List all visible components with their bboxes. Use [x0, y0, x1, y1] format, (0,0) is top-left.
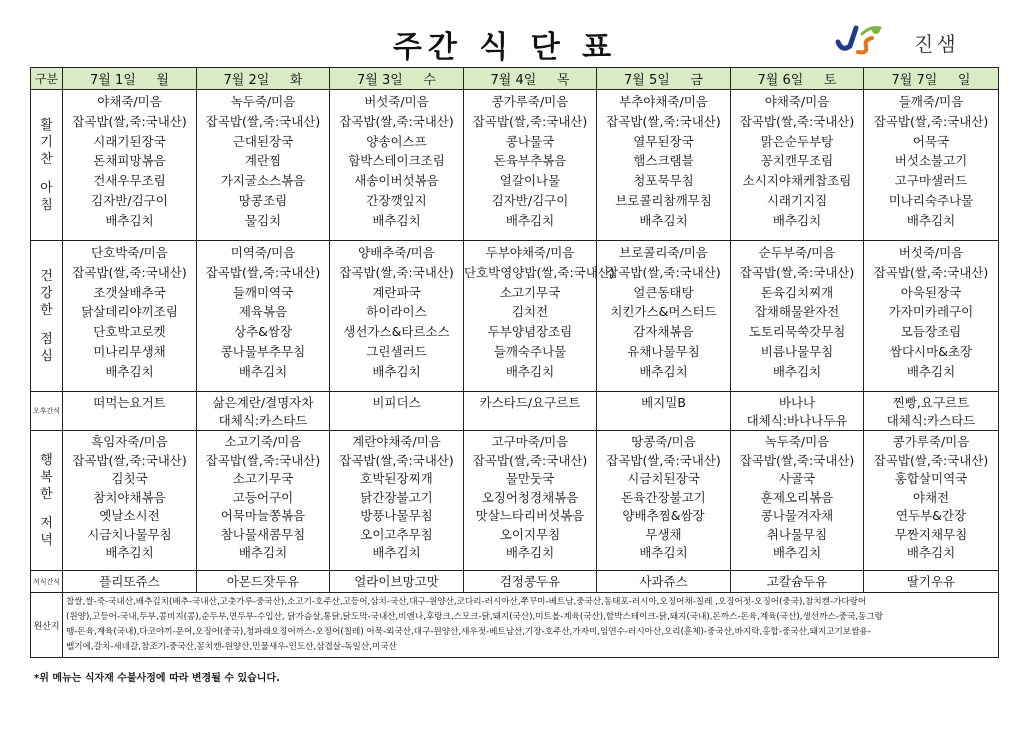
menu-item: 고칼슘두유 — [766, 574, 828, 589]
menu-item: 함박스테이크조림 — [348, 153, 445, 169]
menu-item: 계란야채죽/미음 — [352, 434, 441, 449]
afternoon-snack-row — [31, 392, 999, 431]
menu-item: 잡곡밥(쌀,죽:국내산) — [72, 113, 187, 129]
menu-item: 베지밀B — [641, 395, 686, 410]
menu-item: 시래기된장국 — [93, 133, 166, 149]
menu-item: 도토리묵쑥갓무침 — [748, 324, 846, 340]
menu-item: 김치전 — [511, 304, 549, 320]
menu-item: 들깨미역국 — [232, 284, 294, 300]
menu-cell — [63, 90, 197, 241]
menu-item: 잡곡밥(쌀,죽:국내산) — [205, 264, 321, 280]
menu-item: 닭간장불고기 — [360, 489, 433, 505]
menu-item: 잡곡밥(쌀,죽:국내산) — [339, 113, 454, 129]
menu-item: 비피더스 — [372, 395, 421, 410]
menu-item: 녹두죽/미음 — [764, 434, 830, 449]
menu-item: 소고기무국 — [232, 471, 294, 486]
snack-cell — [197, 392, 330, 431]
menu-item: 조갯살배추국 — [93, 284, 166, 300]
menu-item: 고구마샐러드 — [894, 173, 968, 189]
menu-item: 잡곡밥(쌀,죽:국내산) — [472, 452, 588, 468]
menu-item: 어묵마늘쫑볶음 — [220, 508, 306, 523]
menu-item: 대체식:카스타드 — [886, 413, 976, 428]
menu-item: 시금치된장국 — [627, 471, 700, 486]
menu-item: 검정콩두유 — [499, 574, 561, 589]
menu-item: 쌈다시마&초장 — [889, 343, 973, 359]
menu-item: 배추김치 — [906, 212, 956, 228]
menu-cell — [731, 431, 864, 571]
menu-item: 배추김치 — [238, 545, 288, 560]
menu-item: 순두부죽/미음 — [758, 245, 836, 260]
menu-cell — [597, 431, 731, 571]
snack-cell — [731, 392, 864, 431]
menu-item: 찐빵,요구르트 — [892, 395, 970, 410]
menu-item: 맛살느타리버섯볶음 — [475, 508, 585, 523]
menu-item: 모듬장조림 — [900, 324, 962, 340]
day-header: 7월 4일 목 — [464, 68, 597, 90]
menu-item: 아욱된장국 — [900, 284, 962, 300]
menu-cell — [464, 431, 597, 571]
menu-item: 소고기무국 — [499, 284, 561, 300]
menu-item: 배추김치 — [772, 545, 822, 560]
menu-item: 두부양념장조림 — [487, 324, 573, 340]
menu-item: 얼라이브망고맛 — [354, 574, 439, 589]
menu-item: 취나물무침 — [766, 526, 828, 542]
menu-item: 배추김치 — [105, 363, 154, 379]
menu-item: 치킨가스&머스터드 — [610, 304, 717, 320]
day-header: 7월 3일 수 — [330, 68, 464, 90]
menu-item: 무짠지채무침 — [894, 526, 968, 542]
menu-item: 대체식:바나나두유 — [746, 413, 848, 428]
menu-item: 흑임자죽/미음 — [91, 434, 168, 449]
menu-cell — [464, 241, 615, 392]
menu-item: 잡곡밥(쌀,죽:국내산) — [606, 113, 721, 129]
menu-item: 옛날소시전 — [99, 508, 160, 523]
menu-item: 브로콜리참깨무침 — [615, 192, 712, 208]
menu-item: 고구마죽/미음 — [491, 434, 569, 449]
breakfast-row — [31, 90, 999, 241]
menu-item: 바나나 — [778, 395, 816, 410]
menu-item: 야채죽/미음 — [97, 94, 162, 109]
menu-item: 배추김치 — [639, 363, 688, 379]
menu-item: 참나물새콤무침 — [220, 526, 306, 542]
day-header: 7월 6일 토 — [731, 68, 864, 90]
menu-item: 딸기우유 — [906, 574, 956, 589]
menu-cell — [330, 90, 464, 241]
menu-item: 돈육김치찌개 — [760, 284, 834, 300]
menu-item: 플리또쥬스 — [99, 574, 160, 589]
menu-cell — [597, 90, 731, 241]
menu-item: 두부야채죽/미음 — [485, 245, 575, 260]
menu-item: 홍합살미역국 — [894, 471, 968, 486]
corner-label: 구분 — [31, 68, 63, 90]
menu-item: 배추김치 — [639, 545, 688, 560]
menu-cell — [330, 241, 464, 392]
menu-item: 배추김치 — [505, 212, 555, 228]
menu-item: 햄스크램블 — [633, 153, 694, 169]
menu-item: 잡곡밥(쌀,죽:국내산) — [739, 264, 855, 280]
menu-item: 연두부&간장 — [895, 508, 967, 523]
menu-item: 땅콩죽/미음 — [631, 434, 696, 449]
menu-item: 잡곡밥(쌀,죽:국내산) — [72, 452, 187, 468]
menu-item: 김칫국 — [111, 471, 148, 486]
menu-item: 잡채해물완자전 — [754, 304, 840, 320]
menu-item: 고등어구이 — [232, 489, 294, 505]
menu-cell — [864, 90, 999, 241]
menu-item: 버섯죽/미음 — [364, 94, 429, 109]
breakfast-label: 활 기 찬 아 침 — [31, 90, 63, 241]
menu-item: 미나리무생채 — [93, 343, 166, 359]
menu-item: 대체식:카스타드 — [218, 413, 308, 428]
snack-cell — [330, 571, 464, 593]
menu-item: 배추김치 — [505, 545, 555, 560]
menu-item: 꽁치캔무조림 — [760, 153, 834, 169]
menu-cell — [464, 90, 597, 241]
origin-line: 벨기에,갈치-세네갈,참조기-중국산,꽁치캔-원양산,민물새우-인도산,삼겹살-독일산,미국산 — [66, 642, 397, 652]
menu-item: 훈제오리볶음 — [760, 489, 834, 505]
afternoon-snack-label: 오후간식 — [31, 392, 63, 431]
menu-item: 배추김치 — [105, 545, 154, 560]
origin-line: 찹쌀,쌀-죽-국내산,배추김치(배추-국내산,고춧가루-중국산),소고기-호주산,고등어,삼치-국산,대구-원양산,코다리-러시아산,쭈꾸미-베트남,중국산,동태포-러시아,오징어채-칠레 ,오징어젓-오징어(중국),참치캔-가다랑어 — [66, 597, 867, 607]
snack-cell — [464, 392, 597, 431]
snack-cell — [197, 571, 330, 593]
menu-item: 김자반/김구이 — [91, 192, 168, 208]
menu-cell — [330, 431, 464, 571]
snack-cell — [63, 571, 197, 593]
menu-item: 양배추죽/미음 — [358, 245, 435, 260]
menu-item: 배추김치 — [372, 363, 421, 379]
menu-item: 김자반/김구이 — [491, 192, 569, 208]
menu-item: 소고기죽/미음 — [224, 434, 302, 449]
menu-item: 잡곡밥(쌀,죽:국내산) — [739, 113, 855, 129]
menu-item: 간장깻잎지 — [366, 192, 427, 208]
night-snack-row — [31, 571, 999, 593]
day-header: 7월 2일 화 — [197, 68, 330, 90]
weekly-menu-table — [30, 67, 999, 658]
menu-item: 하이라이스 — [366, 304, 427, 320]
menu-item: 닭살데리야끼조림 — [81, 304, 178, 320]
menu-item: 배추김치 — [505, 363, 555, 379]
menu-cell — [63, 431, 197, 571]
menu-item: 잡곡밥(쌀,죽:국내산) — [339, 264, 454, 280]
menu-cell — [731, 90, 864, 241]
menu-item: 배추김치 — [372, 212, 421, 228]
origin-row — [31, 593, 999, 658]
menu-item: 오징어청경채볶음 — [481, 489, 579, 505]
menu-item: 녹두죽/미음 — [230, 94, 296, 109]
menu-item: 돈채피망볶음 — [93, 153, 166, 169]
menu-item: 미역죽/미음 — [230, 245, 296, 260]
menu-item: 배추김치 — [772, 212, 822, 228]
menu-item: 건새우무조림 — [93, 173, 166, 189]
menu-cell — [597, 241, 731, 392]
menu-item: 잡곡밥(쌀,죽:국내산) — [72, 264, 187, 280]
menu-item: 콩나물부추무침 — [220, 343, 306, 359]
menu-item: 콩나물겨자채 — [760, 508, 834, 523]
lunch-label: 건 강 한 점 심 — [31, 241, 63, 392]
menu-item: 콩가루죽/미음 — [892, 434, 970, 449]
menu-item: 배추김치 — [906, 363, 956, 379]
menu-item: 감자채볶음 — [633, 324, 694, 340]
menu-item: 얼큰동태탕 — [633, 284, 694, 300]
origin-label: 원산지 — [31, 593, 63, 658]
snack-cell — [597, 571, 731, 593]
menu-item: 시금치나물무침 — [87, 526, 172, 542]
snack-cell — [330, 392, 464, 431]
menu-item: 맑은순두부탕 — [760, 133, 834, 149]
menu-item: 배추김치 — [906, 545, 956, 560]
origin-line: (원양),고등어-국내,두부,콩비지(콩),순두부,연두부-수입산, 닭가슴살,통닭,닭도막-국내산,비엔나,후랑크,스모크-닭,돼지(국산),미트볼-계육(국산),함박스테이크-닭,돼지(국내),돈까스-돈육,계육(국산),생선까스-중국,동그랑 — [66, 612, 884, 622]
menu-item: 상추&쌈장 — [233, 324, 293, 340]
menu-item: 단호박고로켓 — [93, 324, 166, 340]
day-header: 7월 5일 금 — [597, 68, 731, 90]
menu-item: 배추김치 — [238, 363, 288, 379]
menu-cell — [864, 241, 999, 392]
menu-item: 사골국 — [778, 471, 816, 486]
menu-item: 시래기지짐 — [766, 192, 828, 208]
day-header: 7월 7일 일 — [864, 68, 999, 90]
js-logo-icon — [828, 22, 890, 56]
menu-item: 사과쥬스 — [639, 574, 688, 589]
menu-cell — [731, 241, 864, 392]
menu-item: 잡곡밥(쌀,죽:국내산) — [205, 113, 321, 129]
menu-item: 양송이스프 — [366, 133, 427, 149]
snack-cell — [464, 571, 597, 593]
menu-item: 계란파국 — [372, 284, 421, 300]
menu-item: 참치야채볶음 — [93, 489, 166, 505]
menu-item: 브로콜리죽/미음 — [619, 245, 708, 260]
menu-item: 생선가스&타르소스 — [343, 324, 450, 340]
snack-cell — [597, 392, 731, 431]
menu-item: 청포묵무침 — [633, 173, 694, 189]
menu-item: 잡곡밥(쌀,죽:국내산) — [205, 452, 321, 468]
menu-cell — [197, 431, 330, 571]
header-row — [31, 68, 999, 90]
menu-item: 돈육간장불고기 — [621, 489, 706, 505]
menu-item: 콩나물국 — [505, 133, 555, 149]
brand-logo — [828, 22, 988, 56]
snack-cell — [864, 392, 999, 431]
menu-item: 열무된장국 — [633, 133, 694, 149]
menu-item: 가지굴소스볶음 — [220, 173, 306, 189]
menu-item: 제육볶음 — [238, 304, 288, 320]
menu-item: 호박된장찌개 — [360, 471, 433, 486]
menu-cell — [864, 431, 999, 571]
menu-item: 어묵국 — [912, 133, 950, 149]
menu-item: 얼갈이나물 — [499, 173, 561, 189]
menu-item: 방풍나물무침 — [360, 508, 433, 523]
menu-item: 그린샐러드 — [366, 343, 427, 359]
day-header: 7월 1일 월 — [63, 68, 197, 90]
menu-item: 비름나물무침 — [760, 343, 834, 359]
origin-line: 땡-돈육,계육(국내),다코야끼-문어,오징어(중국),청파래오징어까스-오징어(칠레) 어묵-외국산,대구-원양산,새우젓-베트남산,기장-호주산,가자미,임연수-러시아산,오리(훈제)-중국산,바지락,홍합-중국산,돼지고기보쌈용- — [66, 627, 871, 637]
menu-item: 땅콩조림 — [238, 192, 288, 208]
menu-item: 양배추찜&쌈장 — [622, 508, 705, 523]
menu-item: 부추야채죽/미음 — [619, 94, 708, 109]
menu-item: 배추김치 — [105, 212, 154, 228]
menu-item: 삶은계란/결명자차 — [212, 395, 314, 410]
menu-item: 단호박죽/미음 — [91, 245, 168, 260]
menu-item: 잡곡밥(쌀,죽:국내산) — [873, 113, 989, 129]
lunch-row — [31, 241, 999, 392]
menu-item: 잡곡밥(쌀,죽:국내산) — [472, 113, 588, 129]
snack-cell — [63, 392, 197, 431]
menu-item: 들깨죽/미음 — [898, 94, 964, 109]
menu-item: 잡곡밥(쌀,죽:국내산) — [873, 264, 989, 280]
menu-item: 아몬드잣두유 — [226, 574, 300, 589]
menu-item: 버섯죽/미음 — [898, 245, 964, 260]
menu-item: 가자미카레구이 — [888, 304, 974, 320]
menu-item: 오이지무침 — [499, 526, 561, 542]
menu-item: 카스타드/요구르트 — [479, 395, 581, 410]
page-title: 주간 식 단 표 — [392, 30, 618, 65]
brand-name: 진샘 — [914, 32, 959, 56]
snack-cell — [731, 571, 864, 593]
menu-item: 근대된장국 — [232, 133, 294, 149]
menu-item: 무생채 — [645, 526, 682, 542]
dinner-label: 행 복 한 저 녁 — [31, 431, 63, 571]
menu-item: 유채나물무침 — [627, 343, 700, 359]
menu-item: 미나리숙주나물 — [888, 192, 974, 208]
menu-item: 물김치 — [244, 212, 282, 228]
menu-cell — [63, 241, 197, 392]
menu-item: 배추김치 — [639, 212, 688, 228]
menu-item: 버섯소불고기 — [894, 153, 968, 169]
menu-item: 들깨숙주나물 — [493, 343, 567, 359]
menu-item: 계란찜 — [244, 153, 282, 169]
menu-item: 콩가루죽/미음 — [491, 94, 569, 109]
menu-item: 잡곡밥(쌀,죽:국내산) — [873, 452, 989, 468]
menu-cell — [197, 90, 330, 241]
footnote: *위 메뉴는 식자재 수불사정에 따라 변경될 수 있습니다. — [34, 673, 280, 684]
menu-cell — [197, 241, 330, 392]
snack-cell — [864, 571, 999, 593]
menu-item: 잡곡밥(쌀,죽:국내산) — [339, 452, 454, 468]
night-snack-label: 석식간식 — [31, 571, 63, 593]
origin-text — [63, 593, 999, 658]
dinner-row — [31, 431, 999, 571]
menu-item: 새송이버섯볶음 — [354, 173, 439, 189]
menu-item: 단호박영양밥(쌀,죽:국내산) — [464, 264, 615, 280]
menu-item: 소시지야채케찹조림 — [742, 173, 852, 189]
menu-item: 오이고추무침 — [360, 526, 433, 542]
menu-item: 잡곡밥(쌀,죽:국내산) — [606, 452, 721, 468]
menu-item: 배추김치 — [372, 545, 421, 560]
menu-item: 떠먹는요거트 — [93, 395, 166, 410]
menu-item: 잡곡밥(쌀,죽:국내산) — [606, 264, 721, 280]
menu-item: 돈육부추볶음 — [493, 153, 567, 169]
menu-item: 야채죽/미음 — [764, 94, 830, 109]
menu-item: 잡곡밥(쌀,죽:국내산) — [739, 452, 855, 468]
menu-item: 야채전 — [912, 489, 950, 505]
menu-item: 배추김치 — [772, 363, 822, 379]
menu-item: 물만둣국 — [505, 471, 555, 486]
